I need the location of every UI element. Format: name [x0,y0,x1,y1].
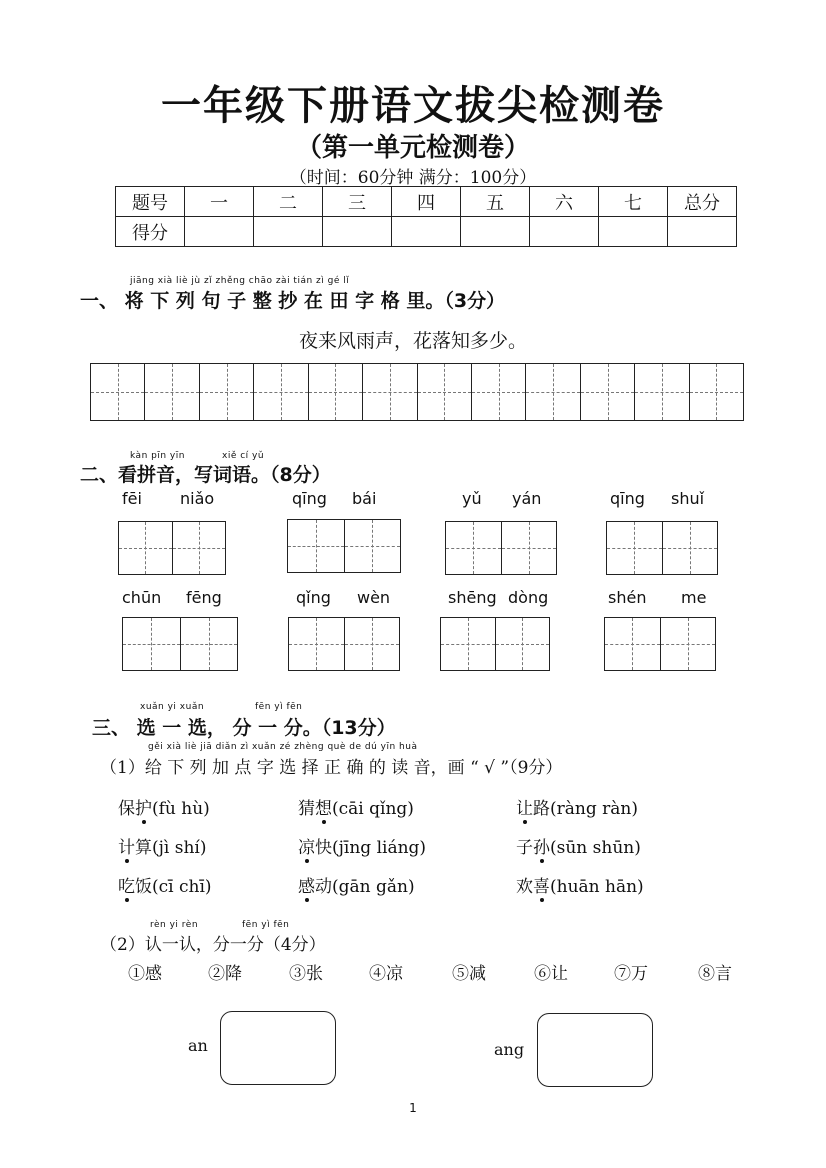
tianzige-grid[interactable] [90,363,744,421]
option-item[interactable]: 保护(fù hù) [118,794,210,819]
word-box[interactable] [122,617,238,671]
score-input-cell[interactable] [668,217,737,247]
page-subtitle: （第一单元检测卷） [295,133,530,163]
word-box[interactable] [440,617,550,671]
word-pinyin: qǐng [296,588,331,607]
grid-cell[interactable] [581,364,635,420]
grid-cell[interactable] [690,364,743,420]
char-option: ⑧言 [698,964,732,984]
grid-cell[interactable] [418,364,472,420]
word-box[interactable] [287,519,401,573]
score-input-cell[interactable] [599,217,668,247]
score-input-cell[interactable] [323,217,392,247]
page-number: 1 [409,1101,417,1115]
option-item[interactable]: 子孙(sūn shūn) [516,833,641,858]
score-table [115,186,737,247]
option-item[interactable]: 凉快(jīng liáng) [298,833,426,858]
score-cell: 五 [461,187,530,217]
word-pinyin: me [681,588,707,607]
time-info: （时间：60分钟 满分：100分） [289,168,537,188]
score-cell: 题号 [116,187,185,217]
grid-cell[interactable] [91,364,145,420]
score-cell: 二 [254,187,323,217]
word-box[interactable] [604,617,716,671]
word-pinyin: wèn [357,588,391,607]
score-cell: 一 [185,187,254,217]
an-label: an [188,1036,208,1055]
option-item[interactable]: 计算(jì shí) [118,833,207,858]
ang-label: ang [494,1040,525,1059]
section1-pinyin: jiāng xià liè jù zǐ zhěng chāo zài tián zì gé lǐ [130,276,350,286]
q2-pinyin-a: rèn yi rèn [150,920,199,930]
word-pinyin: qīng [610,489,645,508]
option-item[interactable]: 欢喜(huān hān) [516,872,644,897]
grid-cell[interactable] [200,364,254,420]
word-box[interactable] [606,521,718,575]
grid-cell[interactable] [472,364,526,420]
char-option: ①感 [128,964,162,984]
q1-pinyin: gěi xià liè jiā diǎn zì xuǎn zé zhèng què de dú yīn huà [148,742,418,752]
score-label-cell: 得分 [116,217,185,247]
word-pinyin: chūn [122,588,162,607]
word-box[interactable] [118,521,226,575]
option-item[interactable]: 猜想(cāi qǐng) [298,794,414,819]
char-option: ③张 [289,964,323,984]
grid-cell[interactable] [145,364,199,420]
grid-cell[interactable] [363,364,417,420]
option-item[interactable]: 感动(gān gǎn) [298,872,415,897]
section3-pinyin-a: xuǎn yi xuǎn [140,702,205,712]
q1-instruction: （1）给 下 列 加 点 字 选 择 正 确 的 读 音，画 “ √ ”（9分） [100,758,563,778]
q2-instruction: （2）认一认，分一分（4分） [100,935,326,955]
an-answer-box[interactable] [220,1011,336,1085]
score-input-cell[interactable] [185,217,254,247]
grid-cell[interactable] [635,364,689,420]
score-input-cell[interactable] [392,217,461,247]
word-pinyin: fēng [186,588,222,607]
word-box[interactable] [288,617,400,671]
word-pinyin: niǎo [180,489,215,508]
score-cell: 三 [323,187,392,217]
char-option: ⑦万 [614,964,648,984]
char-option: ②降 [208,964,242,984]
word-pinyin: dòng [508,588,549,607]
char-option: ⑤减 [452,964,486,984]
word-pinyin: shuǐ [671,489,705,508]
section2-pinyin-b: xiě cí yǔ [222,451,265,461]
score-input-cell[interactable] [254,217,323,247]
option-item[interactable]: 吃饭(cī chī) [118,872,212,897]
section2-pinyin-a: kàn pīn yīn [130,451,185,461]
word-pinyin: shēng [448,588,497,607]
section3-pinyin-b: fēn yì fēn [255,702,303,712]
word-pinyin: fēi [122,489,142,508]
word-pinyin: yán [512,489,542,508]
option-item[interactable]: 让路(ràng ràn) [516,794,638,819]
char-option: ④凉 [369,964,403,984]
word-pinyin: yǔ [462,489,482,508]
word-pinyin: bái [352,489,377,508]
section1-heading: 一、 将 下 列 句 子 整 抄 在 田 字 格 里。（3分） [80,290,506,312]
page-title: 一年级下册语文拔尖检测卷 [161,83,665,129]
q2-pinyin-b: fēn yì fēn [242,920,290,930]
score-cell: 四 [392,187,461,217]
grid-cell[interactable] [254,364,308,420]
copy-sentence: 夜来风雨声，花落知多少。 [298,330,527,352]
word-pinyin: qīng [292,489,327,508]
score-table-score-row [116,217,737,247]
section2-heading: 二、看拼音，写词语。（8分） [80,464,331,486]
score-cell: 总分 [668,187,737,217]
score-input-cell[interactable] [461,217,530,247]
word-box[interactable] [445,521,557,575]
score-cell: 六 [530,187,599,217]
section3-heading: 三、 选 一 选， 分 一 分。（13分） [92,717,396,739]
score-table-header-row [116,187,737,217]
grid-cell[interactable] [309,364,363,420]
word-pinyin: shén [608,588,647,607]
char-option: ⑥让 [534,964,568,984]
grid-cell[interactable] [526,364,580,420]
score-cell: 七 [599,187,668,217]
score-input-cell[interactable] [530,217,599,247]
ang-answer-box[interactable] [537,1013,653,1087]
